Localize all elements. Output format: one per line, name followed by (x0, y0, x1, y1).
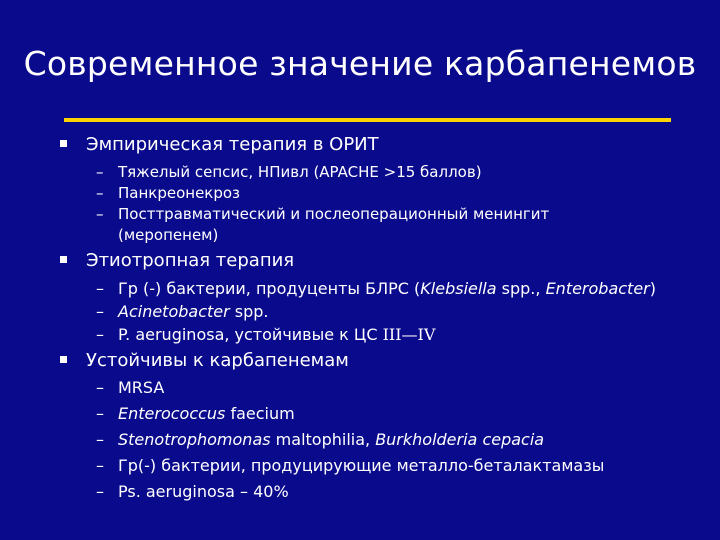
bullet-empiric (60, 134, 379, 155)
list-item: – Посттравматический и послеоперационный менингит (96, 205, 550, 223)
dash-icon: – (96, 482, 104, 501)
title-underline (64, 118, 671, 122)
list-item: – Stenotrophomonas maltophilia, Burkholderia cepacia (96, 430, 545, 449)
dash-icon: – (96, 325, 104, 344)
dash-icon: – (96, 456, 104, 475)
dash-icon: – (96, 404, 104, 423)
list-item: – Тяжелый сепсис, НПивл (APACHE >15 баллов) (96, 163, 482, 181)
dash-icon: – (96, 302, 104, 321)
list-item: – MRSA (96, 378, 165, 397)
dash-icon: – (96, 279, 104, 298)
bullet-etiotropic-label: Этиотропная терапия (86, 250, 295, 271)
dash-icon: – (96, 184, 104, 202)
square-bullet-icon (60, 140, 67, 147)
bullet-empiric-label: Эмпирическая терапия в ОРИТ (86, 134, 379, 155)
list-item: – Ps. aeruginosa – 40% (96, 482, 289, 501)
bullet-resistant-label: Устойчивы к карбапенемам (86, 350, 349, 371)
dash-icon: – (96, 205, 104, 223)
list-item: – Enterococcus faecium (96, 404, 295, 423)
dash-icon: – (96, 430, 104, 449)
bullet-etiotropic (60, 250, 294, 271)
list-item: – Гр(-) бактерии, продуцирующие металло-беталактамазы (96, 456, 605, 475)
list-item: – Acinetobacter spp. (96, 302, 269, 321)
list-item: – Гр (-) бактерии, продуценты БЛРС (Klebsiella spp., Enterobacter) (96, 279, 656, 298)
list-item: – P. aeruginosa, устойчивые к ЦС III—IV (96, 325, 436, 344)
square-bullet-icon (60, 256, 67, 263)
slide-title: Современное значение карбапенемов (23, 44, 697, 83)
square-bullet-icon (60, 356, 67, 363)
dash-icon: – (96, 163, 104, 181)
dash-icon: – (96, 378, 104, 397)
bullet-resistant (60, 350, 349, 371)
list-item: – Панкреонекроз (96, 184, 241, 202)
list-item-continuation: (меропенем) (118, 226, 219, 244)
